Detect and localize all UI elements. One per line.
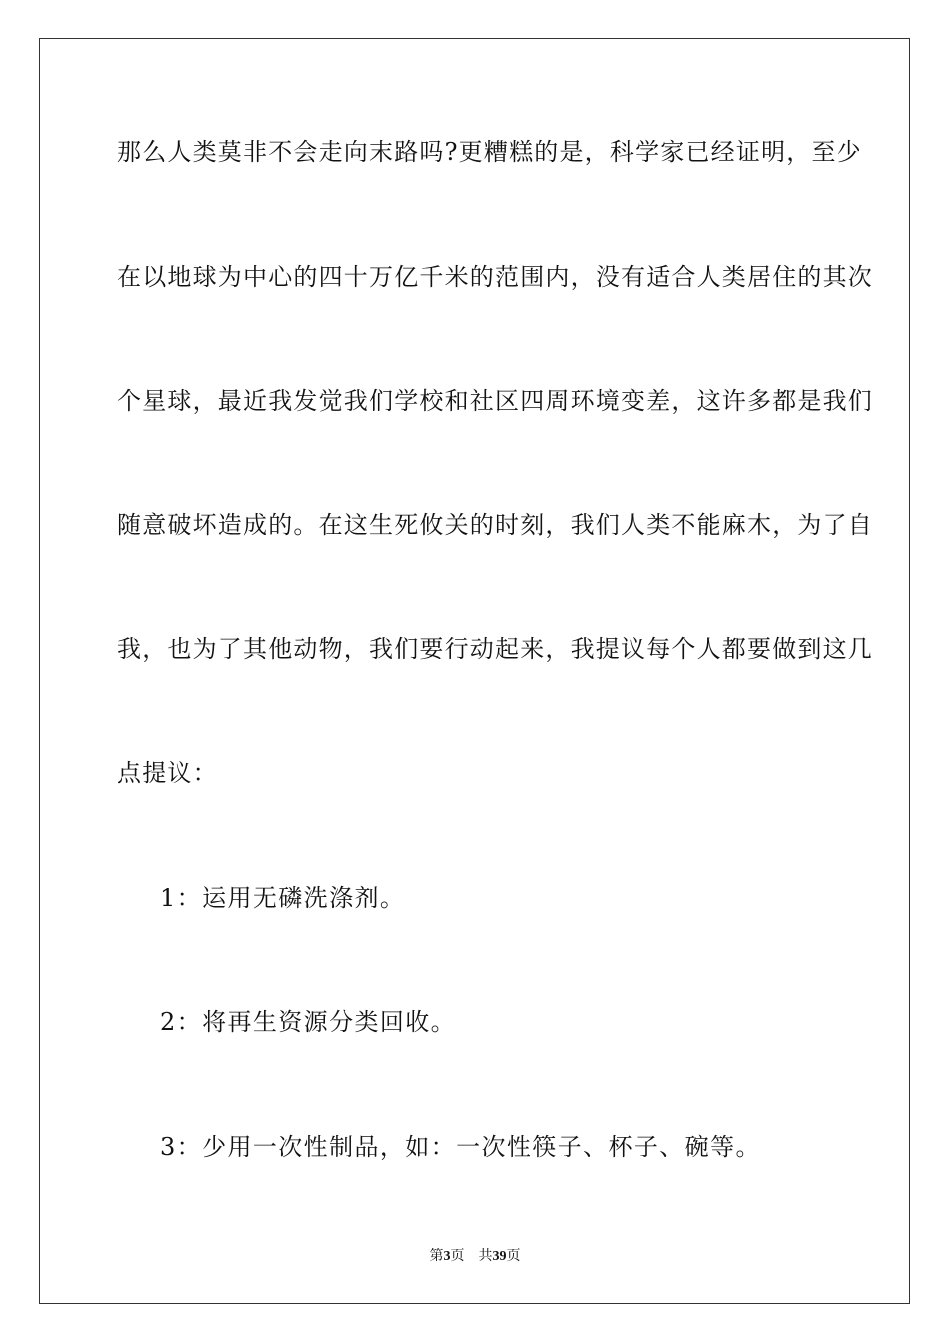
paragraph-line: 那么人类莫非不会走向末路吗?更糟糕的是，科学家已经证明，至少 [117, 138, 862, 166]
page-current: 3 [443, 1249, 451, 1264]
paragraph-line: 随意破坏造成的。在这生死攸关的时刻，我们人类不能麻木，为了自 [117, 511, 873, 539]
list-item: 3：少用一次性制品，如：一次性筷子、杯子、碗等。 [160, 1133, 761, 1161]
page-total: 39 [492, 1249, 507, 1264]
paragraph-line: 在以地球为中心的四十万亿千米的范围内，没有适合人类居住的其次 [117, 263, 873, 291]
total-unit: 页 [506, 1248, 521, 1264]
page-footer [0, 1247, 950, 1266]
page-border [39, 38, 910, 1304]
list-item: 1：运用无磷洗涤剂。 [160, 884, 406, 912]
list-item: 2：将再生资源分类回收。 [160, 1008, 457, 1036]
page-unit: 页 [450, 1248, 465, 1264]
paragraph-line: 个星球，最近我发觉我们学校和社区四周环境变差，这许多都是我们 [117, 387, 873, 415]
paragraph-line: 我，也为了其他动物，我们要行动起来，我提议每个人都要做到这几 [117, 635, 873, 663]
page-prefix: 第 [429, 1248, 444, 1264]
paragraph-line: 点提议： [117, 759, 218, 787]
total-prefix: 共 [478, 1248, 493, 1264]
